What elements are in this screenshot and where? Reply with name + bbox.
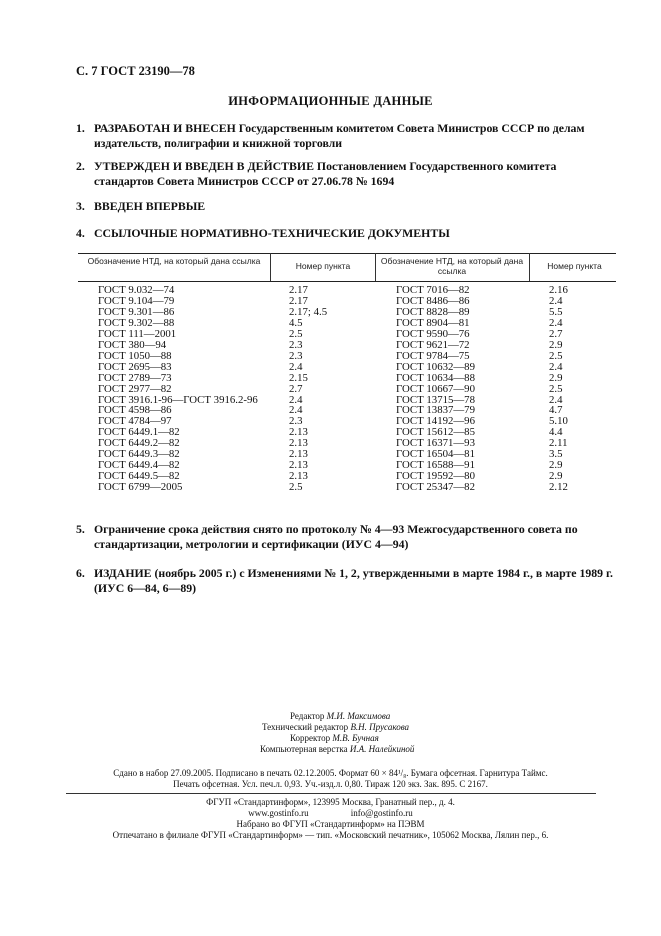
item-lead: РАЗРАБОТАН И ВНЕСЕН <box>94 121 236 135</box>
ref-doc-left: ГОСТ 6449.2—82 <box>98 437 180 450</box>
item-text: (ноябрь 2005 г.) с Изменениями № 1, 2, утвержденными в марте 1984 г., в марте 1989 г. (ИУС 6—84, 6—89) <box>94 566 613 595</box>
item-text: Государственным комитетом Совета Министров СССР по делам издательств, полиграфии и книжной торговли <box>94 121 585 150</box>
publisher-email[interactable]: info@gostinfo.ru <box>350 808 413 818</box>
info-item-2 <box>76 159 616 189</box>
column-divider <box>529 253 530 281</box>
ref-item-right: 2.9 <box>549 371 563 384</box>
ref-doc-left: ГОСТ 380—94 <box>98 338 167 351</box>
imprint <box>0 768 661 790</box>
credit-corrector: Корректор М.В. Бучная <box>290 733 379 743</box>
ref-item-right: 2.5 <box>549 382 563 395</box>
ref-doc-right: ГОСТ 16588—91 <box>396 459 475 472</box>
credit-layout: Компьютерная верстка И.А. Налейкиной <box>260 744 415 754</box>
ref-doc-right: ГОСТ 14192—96 <box>396 415 475 428</box>
ref-item-right: 2.7 <box>549 327 563 340</box>
ref-item-left: 2.5 <box>289 327 303 340</box>
ref-item-left: 2.13 <box>289 426 308 439</box>
ref-doc-right: ГОСТ 10632—89 <box>396 360 475 373</box>
publisher-separator <box>66 793 596 794</box>
item-number: 6. <box>76 566 85 580</box>
item-lead: ВВЕДЕН ВПЕРВЫЕ <box>94 199 206 213</box>
publisher-address: ФГУП «Стандартинформ», 123995 Москва, Гранатный пер., д. 4. <box>206 797 455 807</box>
ref-item-right: 5.10 <box>549 415 568 428</box>
table-top-rule <box>78 253 616 254</box>
item-number: 3. <box>76 199 85 213</box>
ref-item-left: 2.13 <box>289 459 308 472</box>
ref-item-left: 2.13 <box>289 470 308 483</box>
ref-doc-left: ГОСТ 1050—88 <box>98 349 172 362</box>
info-item-3 <box>76 199 616 214</box>
column-left-items <box>289 285 327 493</box>
ref-doc-right: ГОСТ 8828—89 <box>396 305 470 318</box>
item-text: Ограничение срока действия снято по протоколу № 4—93 Межгосударственного совета по стандартизации, метрологии и сертификации (ИУС 4—94) <box>94 522 578 551</box>
ref-doc-right: ГОСТ 10634—88 <box>396 371 475 384</box>
table-header-rule <box>78 281 616 282</box>
publisher-contacts <box>0 808 661 819</box>
ref-item-left: 2.5 <box>289 481 303 494</box>
credit-editor: Редактор М.И. Максимова <box>290 711 391 721</box>
ref-item-right: 2.11 <box>549 437 568 450</box>
imprint-line-1: Сдано в набор 27.09.2005. Подписано в печать 02.12.2005. Формат 60 × 84¹/₈. Бумага офсетная. Гарнитура Таймс. <box>113 768 548 778</box>
publisher-info <box>0 797 661 841</box>
ref-item-left: 2.13 <box>289 437 308 450</box>
ref-item-left: 2.17; 4.5 <box>289 305 328 318</box>
column-divider <box>375 253 376 281</box>
ref-item-right: 2.4 <box>549 294 563 307</box>
header-doc-left: Обозначение НТД, на который дана ссылка <box>87 256 261 266</box>
ref-doc-left: ГОСТ 111—2001 <box>98 327 177 340</box>
publisher-printed: Отпечатано в филиале ФГУП «Стандартинформ» — тип. «Московский печатник», 105062 Москва, Лялин пер., 6. <box>112 830 549 840</box>
info-item-4 <box>76 226 616 241</box>
column-right-items <box>549 285 568 493</box>
publisher-site[interactable]: www.gostinfo.ru <box>248 808 309 818</box>
ref-item-right: 2.4 <box>549 393 563 406</box>
ref-item-left: 2.13 <box>289 448 308 461</box>
ref-item-right: 2.9 <box>549 459 563 472</box>
ref-item-left: 4.5 <box>289 316 303 329</box>
ref-item-right: 4.7 <box>549 404 563 417</box>
ref-item-right: 3.5 <box>549 448 563 461</box>
credit-tech-editor: Технический редактор В.Н. Прусакова <box>262 722 410 732</box>
ref-doc-right: ГОСТ 9621—72 <box>396 338 470 351</box>
info-item-1 <box>76 121 616 151</box>
ref-item-right: 5.5 <box>549 305 563 318</box>
ref-doc-right: ГОСТ 13837—79 <box>396 404 475 417</box>
ref-doc-right: ГОСТ 10667—90 <box>396 382 475 395</box>
item-number: 2. <box>76 159 85 173</box>
doc-title: ИНФОРМАЦИОННЫЕ ДАННЫЕ <box>228 94 433 108</box>
publisher-typeset: Набрано во ФГУП «Стандартинформ» на ПЭВМ <box>236 819 425 829</box>
column-left-docs <box>98 285 258 493</box>
ref-doc-right: ГОСТ 19592—80 <box>396 470 475 483</box>
ref-item-left: 2.3 <box>289 349 303 362</box>
ref-doc-right: ГОСТ 13715—78 <box>396 393 475 406</box>
ref-item-right: 2.5 <box>549 349 563 362</box>
ref-doc-left: ГОСТ 6449.5—82 <box>98 470 180 483</box>
item-lead: УТВЕРЖДЕН И ВВЕДЕН В ДЕЙСТВИЕ <box>94 159 314 173</box>
ref-doc-left: ГОСТ 6449.1—82 <box>98 426 180 439</box>
ref-doc-right: ГОСТ 8486—86 <box>396 294 470 307</box>
ref-item-left: 2.15 <box>289 371 308 384</box>
ref-item-left: 2.3 <box>289 338 303 351</box>
info-item-5 <box>76 522 616 552</box>
ref-item-left: 2.17 <box>289 284 308 296</box>
ref-item-right: 2.16 <box>549 284 568 296</box>
ref-doc-right: ГОСТ 16504—81 <box>396 448 475 461</box>
ref-item-right: 4.4 <box>549 426 563 439</box>
ref-item-left: 2.4 <box>289 393 303 406</box>
ref-doc-left: ГОСТ 2789—73 <box>98 371 172 384</box>
ref-doc-right: ГОСТ 25347—82 <box>396 481 475 494</box>
ref-item-left: 2.7 <box>289 382 303 395</box>
ref-item-right: 2.12 <box>549 481 568 494</box>
ref-doc-left: ГОСТ 9.301—86 <box>98 305 175 318</box>
ref-item-left: 2.4 <box>289 404 303 417</box>
ref-doc-left: ГОСТ 6449.3—82 <box>98 448 180 461</box>
ref-doc-left: ГОСТ 3916.1-96—ГОСТ 3916.2-96 <box>98 393 258 406</box>
item-number: 4. <box>76 226 85 240</box>
ref-doc-right: ГОСТ 15612—85 <box>396 426 475 439</box>
ref-doc-left: ГОСТ 2977—82 <box>98 382 172 395</box>
ref-item-right: 2.4 <box>549 316 563 329</box>
imprint-line-2: Печать офсетная. Усл. печ.л. 0,93. Уч.-изд.л. 0,80. Тираж 120 экз. Зак. 895. С 2167. <box>173 779 488 789</box>
ref-item-right: 2.4 <box>549 360 563 373</box>
page-header: С. 7 ГОСТ 23190—78 <box>76 64 195 78</box>
item-number: 5. <box>76 522 85 536</box>
ref-doc-right: ГОСТ 9784—75 <box>396 349 470 362</box>
item-number: 1. <box>76 121 85 135</box>
header-item-right: Номер пункта <box>547 261 602 271</box>
item-lead: ССЫЛОЧНЫЕ НОРМАТИВНО-ТЕХНИЧЕСКИЕ ДОКУМЕНТЫ <box>94 226 450 240</box>
header-doc-right: Обозначение НТД, на который дана ссылка <box>380 256 524 276</box>
item-lead: ИЗДАНИЕ <box>94 566 152 580</box>
ref-doc-right: ГОСТ 16371—93 <box>396 437 475 450</box>
column-divider <box>270 253 271 281</box>
ref-doc-left: ГОСТ 9.104—79 <box>98 294 175 307</box>
ref-doc-left: ГОСТ 9.032—74 <box>98 284 175 296</box>
header-item-left: Номер пункта <box>295 261 351 271</box>
ref-doc-left: ГОСТ 4598—86 <box>98 404 172 417</box>
ref-doc-left: ГОСТ 9.302—88 <box>98 316 175 329</box>
ref-item-left: 2.4 <box>289 360 303 373</box>
ref-doc-right: ГОСТ 9590—76 <box>396 327 470 340</box>
ref-doc-left: ГОСТ 2695—83 <box>98 360 172 373</box>
ref-item-left: 2.17 <box>289 294 308 307</box>
ref-doc-right: ГОСТ 7016—82 <box>396 284 470 296</box>
ref-doc-left: ГОСТ 6449.4—82 <box>98 459 180 472</box>
item-text: Постановлением Государственного комитета стандартов Совета Министров СССР от 27.06.78 № 1694 <box>94 159 557 188</box>
ref-item-right: 2.9 <box>549 338 563 351</box>
info-item-6 <box>76 566 616 596</box>
ref-doc-left: ГОСТ 4784—97 <box>98 415 172 428</box>
ref-item-right: 2.9 <box>549 470 563 483</box>
column-right-docs <box>396 285 475 493</box>
ref-item-left: 2.3 <box>289 415 303 428</box>
ref-doc-right: ГОСТ 8904—81 <box>396 316 470 329</box>
ref-doc-left: ГОСТ 6799—2005 <box>98 481 183 494</box>
